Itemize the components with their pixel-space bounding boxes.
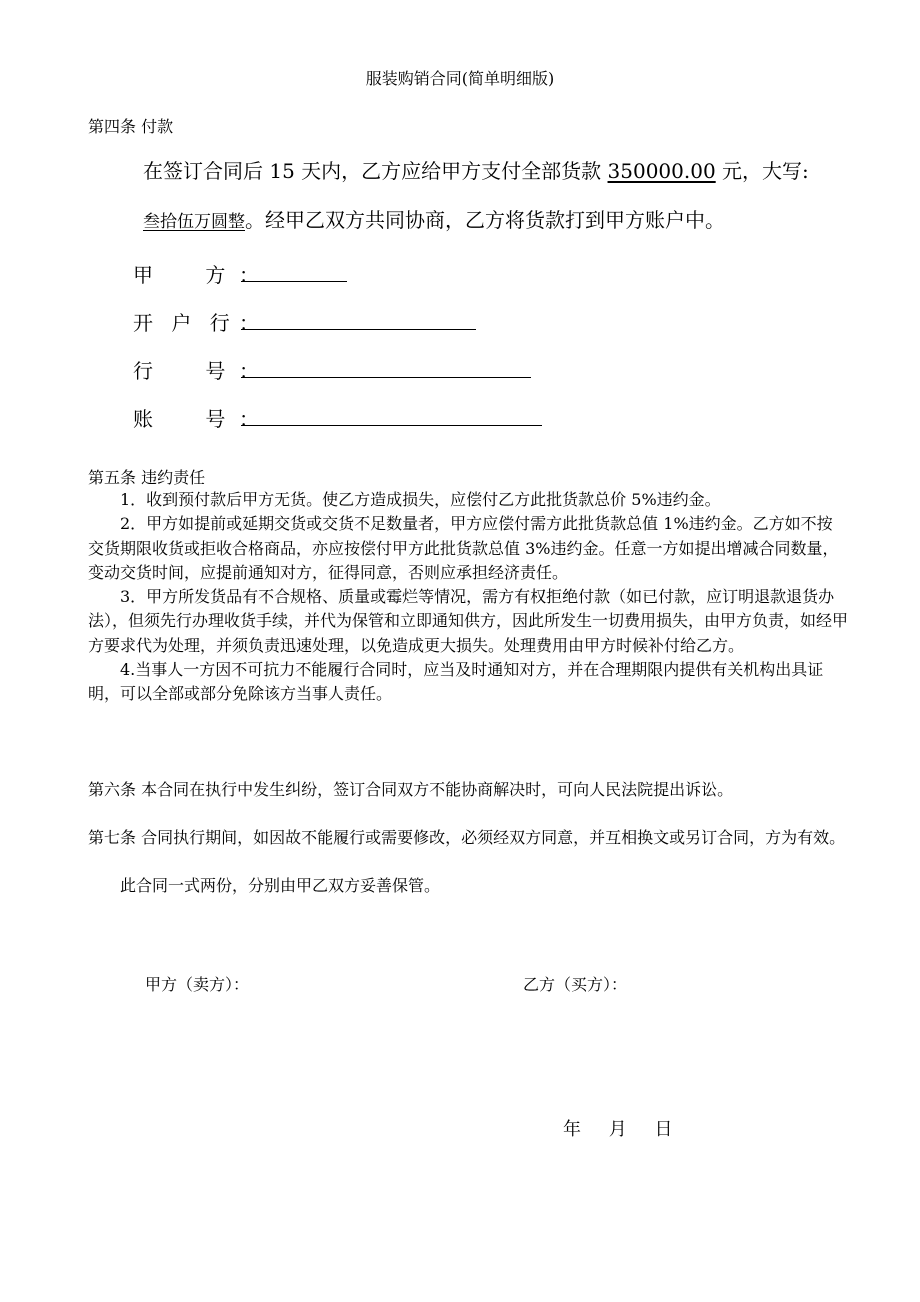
article-6: 第六条 本合同在执行中发生纠纷，签订合同双方不能协商解决时，可向人民法院提出诉讼。	[88, 780, 734, 799]
article-5-heading: 第五条 违约责任	[88, 468, 206, 487]
field-label-bank-number: 行 号	[133, 359, 226, 383]
field-label-account: 账 号	[133, 407, 226, 431]
party-b-signature-label: 乙方（买方）：	[523, 975, 628, 994]
closing-note: 此合同一式两份，分别由甲乙双方妥善保管。	[120, 876, 441, 895]
field-colon: ：	[239, 359, 259, 383]
payment-amount: 350000.00	[607, 159, 716, 183]
field-colon: ：	[239, 311, 259, 335]
field-label-party-a: 甲 方	[133, 263, 226, 287]
field-colon: ：	[239, 263, 259, 287]
amount-unit-text: 元，大写:	[715, 159, 809, 183]
article-4-heading: 第四条 付款	[88, 117, 174, 136]
payment-line-2	[143, 204, 725, 233]
article-5-item-4: 4.当事人一方因不可抗力不能履行合同时，应当及时通知对方，并在合理期限内提供有关机构出具证明，可以全部或部分免除该方当事人责任。	[88, 660, 824, 704]
account-input-line[interactable]	[241, 403, 542, 426]
field-label-bank: 开 户 行	[133, 311, 230, 335]
payment-account-text: 。经甲乙双方共同协商，乙方将货款打到甲方账户中。	[245, 208, 725, 232]
article-5-item-1: 1．收到预付款后甲方无货。使乙方造成损失，应偿付乙方此批货款总价 5%违约金。	[120, 490, 721, 509]
party-a-input-line[interactable]	[241, 259, 347, 282]
signing-date: 年 月 日	[563, 1119, 673, 1140]
payment-terms-text: 在签订合同后 15 天内，乙方应给甲方支付全部货款	[143, 159, 608, 183]
payment-line-1	[143, 155, 809, 184]
amount-in-words: 叁拾伍万圆整	[143, 212, 245, 232]
field-colon: ：	[239, 407, 259, 431]
article-5-item-2: 2．甲方如提前或延期交货或交货不足数量者，甲方应偿付需方此批货款总值 1%违约金。乙方如不按交货期限收货或拒收合格商品，亦应按偿付甲方此批货款总值 3%违约金。任意一方如提出增减合同数量，变动交货时间，应提前通知对方，征得同意，否则应承担经济责任。	[88, 514, 839, 582]
bank-input-line[interactable]	[241, 307, 476, 330]
article-5-body	[88, 488, 848, 707]
document-title: 服装购销合同(简单明细版)	[365, 69, 555, 88]
party-a-signature-label: 甲方（卖方）：	[145, 975, 250, 994]
article-5-item-3: 3．甲方所发货品有不合规格、质量或霉烂等情况，需方有权拒绝付款（如已付款，应订明退款退货办法），但须先行办理收货手续，并代为保管和立即通知供方，因此所发生一切费用损失，由甲方负责，如经甲方要求代为处理，并须负责迅速处理，以免造成更大损失。处理费用由甲方时候补付给乙方。	[88, 587, 849, 655]
article-7: 第七条 合同执行期间，如因故不能履行或需要修改，必须经双方同意，并互相换文或另订合同，方为有效。	[88, 828, 846, 847]
bank-number-input-line[interactable]	[241, 355, 531, 378]
